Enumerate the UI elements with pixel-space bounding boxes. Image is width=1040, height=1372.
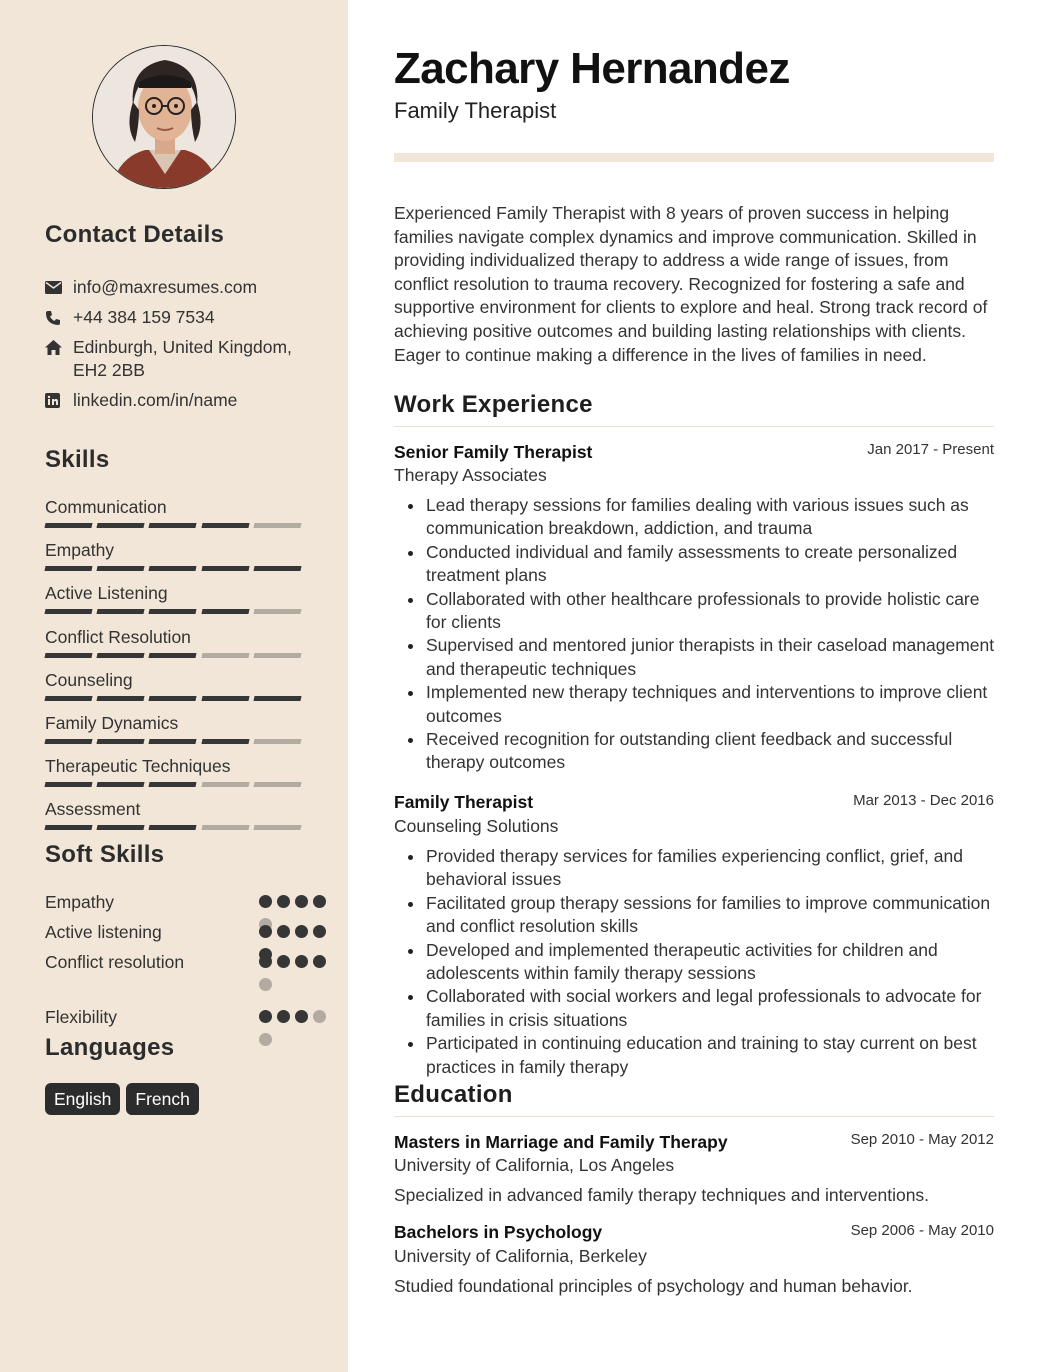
languages-heading: Languages: [45, 1034, 175, 1061]
rating-dot-filled: [277, 925, 290, 938]
skill-bar-filled: [97, 696, 145, 701]
list-item: Received recognition for outstanding client feedback and successful therapy outcomes: [426, 728, 996, 775]
list-item: Lead therapy sessions for families dealing with various issues such as communication breakdown, addiction, and trauma: [426, 494, 996, 541]
skill-bar-filled: [149, 523, 197, 528]
skill-level-bar: [45, 825, 301, 830]
job-company: Therapy Associates: [394, 465, 547, 485]
skill-bar-filled: [149, 609, 197, 614]
skill-bar-filled: [97, 825, 145, 830]
skill-bar-empty: [201, 653, 249, 658]
education-description: Studied foundational principles of psychology and human behavior.: [394, 1276, 913, 1296]
rating-dot-empty: [259, 978, 272, 991]
avatar: [92, 45, 236, 189]
education-description: Specialized in advanced family therapy techniques and interventions.: [394, 1185, 930, 1205]
job-bullets: [426, 494, 996, 775]
address-line2: EH2 2BB: [73, 360, 145, 380]
rating-dot-filled: [295, 1010, 308, 1023]
skill-bar-filled: [44, 523, 92, 528]
skill-level-bar: [45, 782, 301, 787]
language-chip: French: [126, 1083, 198, 1115]
skill-bar-filled: [44, 825, 92, 830]
address-line1: Edinburgh, United Kingdom,: [73, 337, 292, 357]
skill-label: Counseling: [45, 669, 133, 690]
skill-item: [45, 582, 301, 614]
soft-skill-label: Conflict resolution: [45, 952, 185, 972]
skill-label: Communication: [45, 497, 167, 517]
education-school: University of California, Los Angeles: [394, 1155, 675, 1175]
skill-level-bar: [45, 523, 301, 528]
skill-bar-filled: [44, 653, 92, 658]
envelope-icon: [45, 276, 73, 299]
contact-phone[interactable]: [45, 306, 215, 329]
skill-bar-empty: [253, 523, 301, 528]
skill-bar-filled: [97, 739, 145, 744]
skill-bar-filled: [149, 566, 197, 571]
soft-skill-label: Active listening: [45, 922, 162, 942]
rating-dot-filled: [277, 955, 290, 968]
section-divider: [394, 1116, 994, 1117]
skill-bar-filled: [149, 739, 197, 744]
education-dates: Sep 2010 - May 2012: [850, 1131, 994, 1148]
skill-bar-filled: [149, 782, 197, 787]
skill-item: [45, 669, 301, 701]
list-item: Conducted individual and family assessments to create personalized treatment plans: [426, 541, 996, 588]
skill-label: Active Listening: [45, 583, 168, 604]
rating-dot-filled: [313, 895, 326, 908]
soft-skill-label: Empathy: [45, 892, 115, 912]
skill-bar-empty: [201, 825, 249, 830]
skill-level-bar: [45, 696, 301, 701]
skill-bar-filled: [97, 523, 145, 528]
skill-label: Assessment: [45, 799, 141, 820]
linkedin-text: linkedin.com/in/name: [73, 390, 238, 410]
rating-dot-filled: [259, 1010, 272, 1023]
list-item: Provided therapy services for families experiencing conflict, grief, and behavioral issues: [426, 845, 996, 892]
rating-dot-empty: [313, 1010, 326, 1023]
rating-dot-filled: [259, 895, 272, 908]
skill-item: [45, 712, 301, 744]
email-text: info@maxresumes.com: [73, 277, 258, 297]
rating-dot-filled: [277, 1010, 290, 1023]
skill-level-bar: [45, 609, 301, 614]
contact-address: [45, 336, 292, 382]
list-item: Facilitated group therapy sessions for families to improve communication and conflict resolution skills: [426, 892, 996, 939]
skill-bar-empty: [201, 782, 249, 787]
skill-bar-filled: [253, 566, 301, 571]
skill-bar-filled: [201, 609, 249, 614]
skill-bar-filled: [149, 653, 197, 658]
education-degree: Bachelors in Psychology: [394, 1222, 603, 1242]
list-item: Developed and implemented therapeutic activities for children and adolescents within family therapy sessions: [426, 939, 996, 986]
contact-linkedin[interactable]: [45, 389, 237, 412]
linkedin-icon: [45, 389, 73, 412]
rating-dot-filled: [259, 925, 272, 938]
skill-label: Family Dynamics: [45, 713, 179, 733]
education-heading: Education: [394, 1081, 513, 1108]
candidate-name: Zachary Hernandez: [394, 44, 790, 93]
list-item: Participated in continuing education and training to stay current on best practices in family therapy: [426, 1032, 996, 1079]
job-bullets: [426, 845, 996, 1079]
education-dates: Sep 2006 - May 2010: [850, 1222, 994, 1239]
section-divider: [394, 426, 994, 427]
skill-level-bar: [45, 566, 301, 571]
skill-bar-empty: [253, 782, 301, 787]
rating-dot-filled: [313, 925, 326, 938]
skill-item: [45, 539, 301, 571]
skill-item: [45, 626, 301, 658]
skill-bar-empty: [253, 653, 301, 658]
skill-item: [45, 755, 301, 787]
list-item: Supervised and mentored junior therapists in their caseload management and therapeutic techniques: [426, 634, 996, 681]
skill-bar-filled: [201, 523, 249, 528]
list-item: Collaborated with other healthcare professionals to provide holistic care for clients: [426, 588, 996, 635]
contact-heading: Contact Details: [45, 221, 225, 248]
skill-bar-filled: [201, 566, 249, 571]
rating-dot-filled: [313, 955, 326, 968]
rating-dot-filled: [295, 925, 308, 938]
skill-bar-empty: [253, 825, 301, 830]
main-content: [394, 0, 994, 1372]
skill-item: [45, 798, 301, 830]
soft-skills-heading: Soft Skills: [45, 841, 165, 868]
rating-dot-empty: [259, 1033, 272, 1046]
rating-dot-filled: [259, 955, 272, 968]
skill-bar-filled: [44, 566, 92, 571]
work-experience-heading: Work Experience: [394, 391, 593, 418]
skill-bar-filled: [97, 653, 145, 658]
job-dates: Jan 2017 - Present: [867, 441, 994, 458]
phone-text: +44 384 159 7534: [73, 307, 215, 327]
skill-bar-filled: [97, 566, 145, 571]
skill-bar-filled: [149, 696, 197, 701]
education-school: University of California, Berkeley: [394, 1246, 647, 1266]
soft-skill-label: Flexibility: [45, 1007, 117, 1027]
skill-label: Conflict Resolution: [45, 626, 191, 647]
skill-bar-filled: [97, 609, 145, 614]
skill-bar-filled: [201, 696, 249, 701]
skill-bar-filled: [44, 609, 92, 614]
languages-list: [45, 1083, 199, 1115]
skill-label: Empathy: [45, 540, 115, 561]
skill-level-bar: [45, 653, 301, 658]
profile-summary: Experienced Family Therapist with 8 years of proven success in helping families navigate complex dynamics and improve communication. Skilled in providing individualized therapy to address a wide range of issues, from conflict resolution to trauma recovery. Recognized for fostering a safe and supportive environment for clients to explore and heal. Strong track record of achieving positive outcomes and building lasting relationships with clients. Eager to continue making a difference in the lives of families in need.: [394, 203, 988, 365]
job-title: Family Therapist: [394, 792, 534, 812]
soft-skill-item: [45, 951, 305, 981]
language-chip: English: [45, 1083, 120, 1115]
home-icon: [45, 336, 73, 359]
rating-dot-filled: [295, 955, 308, 968]
skill-label: Therapeutic Techniques: [45, 756, 231, 777]
phone-icon: [45, 306, 73, 329]
skill-bar-empty: [253, 739, 301, 744]
rating-dot-filled: [277, 895, 290, 908]
skill-bar-filled: [44, 739, 92, 744]
skill-bar-filled: [44, 782, 92, 787]
skill-level-bar: [45, 739, 301, 744]
candidate-title: Family Therapist: [394, 98, 557, 123]
soft-skill-item: [45, 1006, 305, 1036]
skill-bar-filled: [97, 782, 145, 787]
skills-heading: Skills: [45, 446, 110, 473]
skill-bar-filled: [201, 739, 249, 744]
job-dates: Mar 2013 - Dec 2016: [853, 792, 994, 809]
soft-skill-item: [45, 921, 305, 951]
job-company: Counseling Solutions: [394, 816, 559, 836]
list-item: Collaborated with social workers and legal professionals to advocate for families in crisis situations: [426, 985, 996, 1032]
contact-email[interactable]: [45, 276, 257, 299]
job-title: Senior Family Therapist: [394, 442, 593, 462]
rating-dot-filled: [295, 895, 308, 908]
header-divider: [394, 153, 994, 162]
skill-bar-filled: [149, 825, 197, 830]
sidebar: [0, 0, 348, 1372]
education-degree: Masters in Marriage and Family Therapy: [394, 1132, 728, 1152]
skill-bar-empty: [253, 609, 301, 614]
skill-item: [45, 496, 301, 528]
soft-skill-item: [45, 891, 305, 921]
skill-bar-filled: [44, 696, 92, 701]
skill-bar-filled: [253, 696, 301, 701]
list-item: Implemented new therapy techniques and interventions to improve client outcomes: [426, 681, 996, 728]
